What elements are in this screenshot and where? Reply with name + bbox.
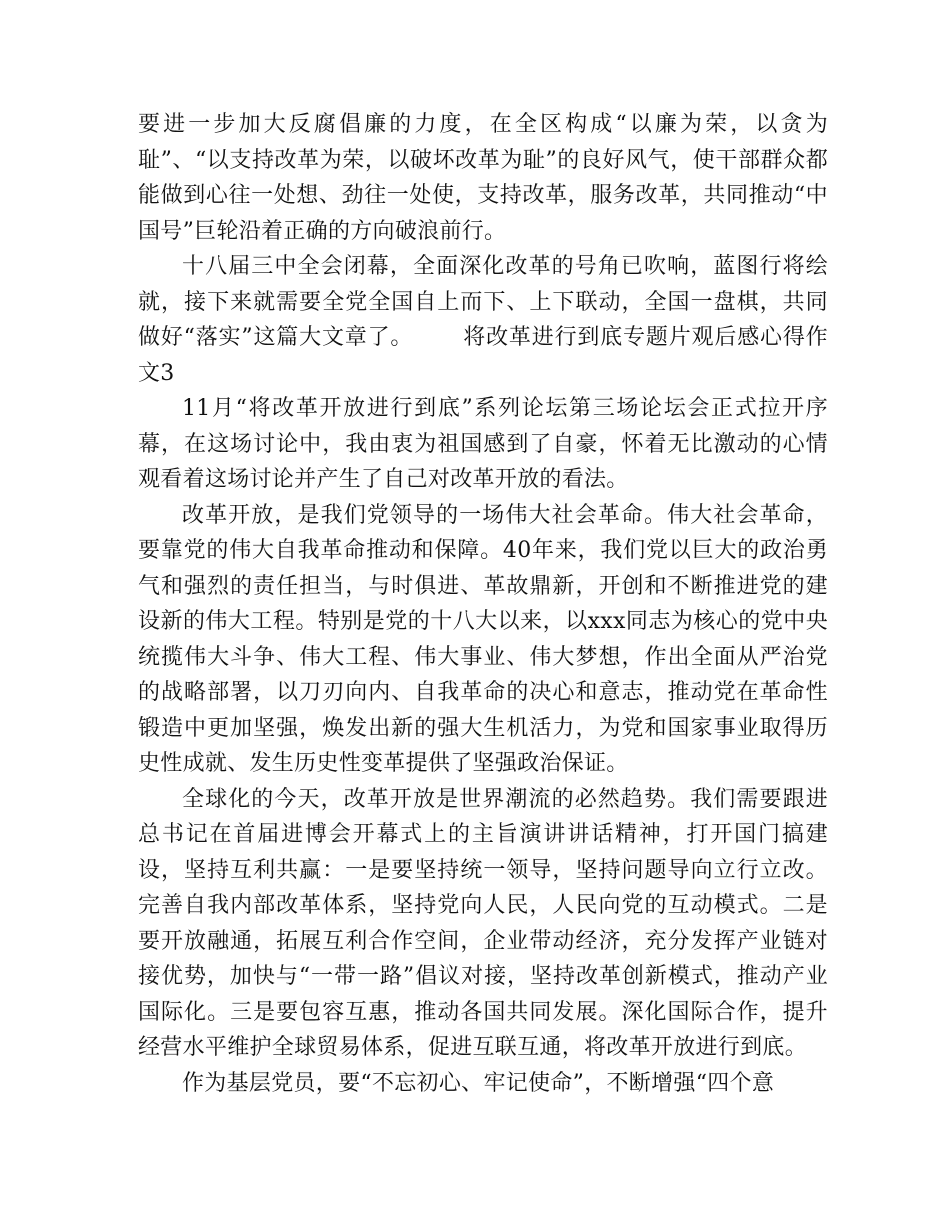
paragraph-3: 11月“将改革开放进行到底”系列论坛第三场论坛会正式拉开序幕，在这场讨论中，我由衷为祖国感到了自豪，怀着无比激动的心情观看着这场讨论并产生了自己对改革开放的看法。 (138, 396, 828, 492)
paragraph-5: 全球化的今天，改革开放是世界潮流的必然趋势。我们需要跟进总书记在首届进博会开幕式上的主旨演讲讲话精神，打开国门搞建设，坚持互利共赢：一是要坚持统一领导，坚持问题导向立行立改。完善自我内部改革体系，坚持党向人民，人民向党的互动模式。二是要开放融通，拓展互利合作空间，企业带动经济，充分发挥产业链对接优势，加快与“一带一路”倡议对接，坚持改革创新模式，推动产业国际化。三是要包容互惠，推动各国共同发展。深化国际合作，提升经营水平维护全球贸易体系，促进互联互通，将改革开放进行到底。 (138, 786, 828, 1060)
document-body (138, 107, 828, 1101)
paragraph-2-text: 十八届三中全会闭幕，全面深化改革的号角已吹响，蓝图行将绘就，接下来就需要全党全国自上而下、上下联动，全国一盘棋，共同做好“落实”这篇大文章了。 (138, 254, 828, 350)
paragraph-1: 要进一步加大反腐倡廉的力度，在全区构成“以廉为荣，以贪为耻”、“以支持改革为荣，以破坏改革为耻”的良好风气，使干部群众都能做到心往一处想、劲往一处使，支持改革，服务改革，共同推动“中国号”巨轮沿着正确的方向破浪前行。 (138, 112, 828, 244)
paragraph-4: 改革开放，是我们党领导的一场伟大社会革命。伟大社会革命，要靠党的伟大自我革命推动和保障。40年来，我们党以巨大的政治勇气和强烈的责任担当，与时俱进、革故鼎新，开创和不断推进党的建设新的伟大工程。特别是党的十八大以来，以xxx同志为核心的党中央统揽伟大斗争、伟大工程、伟大事业、伟大梦想，作出全面从严治党的战略部署，以刀刃向内、自我革命的决心和意志，推动党在革命性锻造中更加坚强，焕发出新的强大生机活力，为党和国家事业取得历史性成就、发生历史性变革提供了坚强政治保证。 (138, 502, 828, 776)
essay-heading: 将改革进行到底专题片观后感心得作文3 (138, 325, 828, 386)
paragraph-6: 作为基层党员，要“不忘初心、牢记使命”，不断增强“四个意 (182, 1070, 775, 1096)
paragraph-2 (138, 249, 828, 391)
